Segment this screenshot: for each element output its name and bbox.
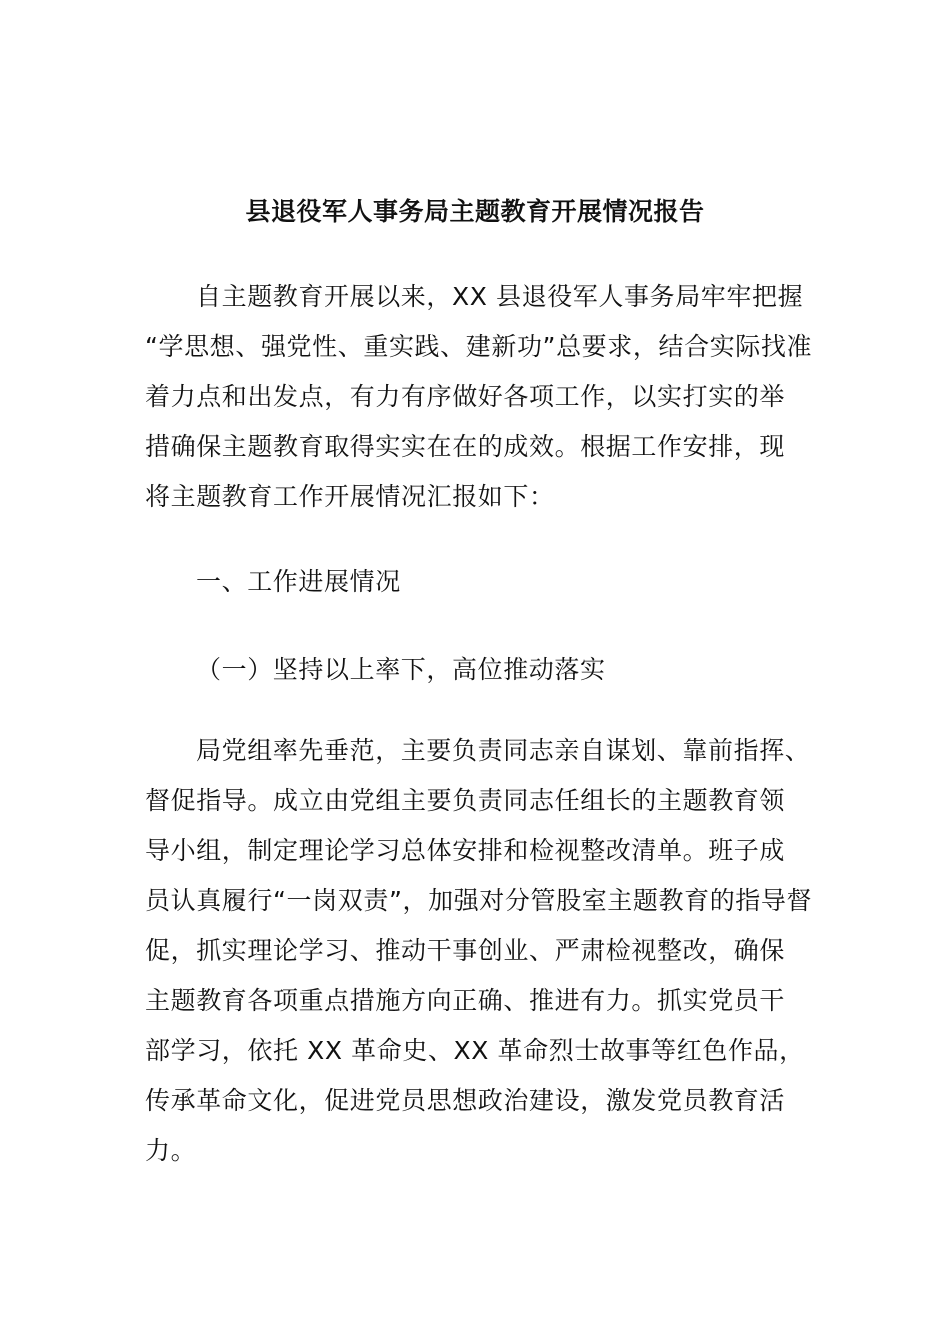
subsection-heading	[145, 645, 807, 695]
paragraph-line: 督促指导。成立由党组主要负责同志任组长的主题教育领	[145, 786, 786, 815]
paragraph-line: 传承革命文化，促进党员思想政治建设，激发党员教育活	[145, 1086, 786, 1115]
paragraph-line: 力。	[145, 1136, 197, 1165]
subsection-heading-text: （一）坚持以上率下，高位推动落实	[196, 655, 606, 684]
intro-paragraph	[145, 272, 813, 522]
intro-line: 自主题教育开展以来，XX 县退役军人事务局牢牢把握	[196, 282, 804, 311]
paragraph-line: 促，抓实理论学习、推动干事创业、严肃检视整改，确保	[145, 936, 786, 965]
paragraph-line: 局党组率先垂范，主要负责同志亲自谋划、靠前指挥、	[196, 736, 811, 765]
section-heading	[145, 557, 807, 607]
intro-line: 着力点和出发点，有力有序做好各项工作，以实打实的举	[145, 382, 786, 411]
section-heading-text: 一、工作进展情况	[196, 567, 401, 596]
body-paragraph	[145, 726, 813, 1176]
document-title: 县退役军人事务局主题教育开展情况报告	[245, 197, 705, 226]
intro-line: 将主题教育工作开展情况汇报如下：	[145, 482, 555, 511]
paragraph-line: 员认真履行“一岗双责”，加强对分管股室主题教育的指导督	[145, 886, 813, 915]
paragraph-line: 主题教育各项重点措施方向正确、推进有力。抓实党员干	[145, 986, 786, 1015]
intro-line: “学思想、强党性、重实践、建新功”总要求，结合实际找准	[145, 332, 813, 361]
paragraph-line: 导小组，制定理论学习总体安排和检视整改清单。班子成	[145, 836, 786, 865]
intro-line: 措确保主题教育取得实实在在的成效。根据工作安排，现	[145, 432, 786, 461]
paragraph-line: 部学习，依托 XX 革命史、XX 革命烈士故事等红色作品，	[145, 1036, 805, 1065]
